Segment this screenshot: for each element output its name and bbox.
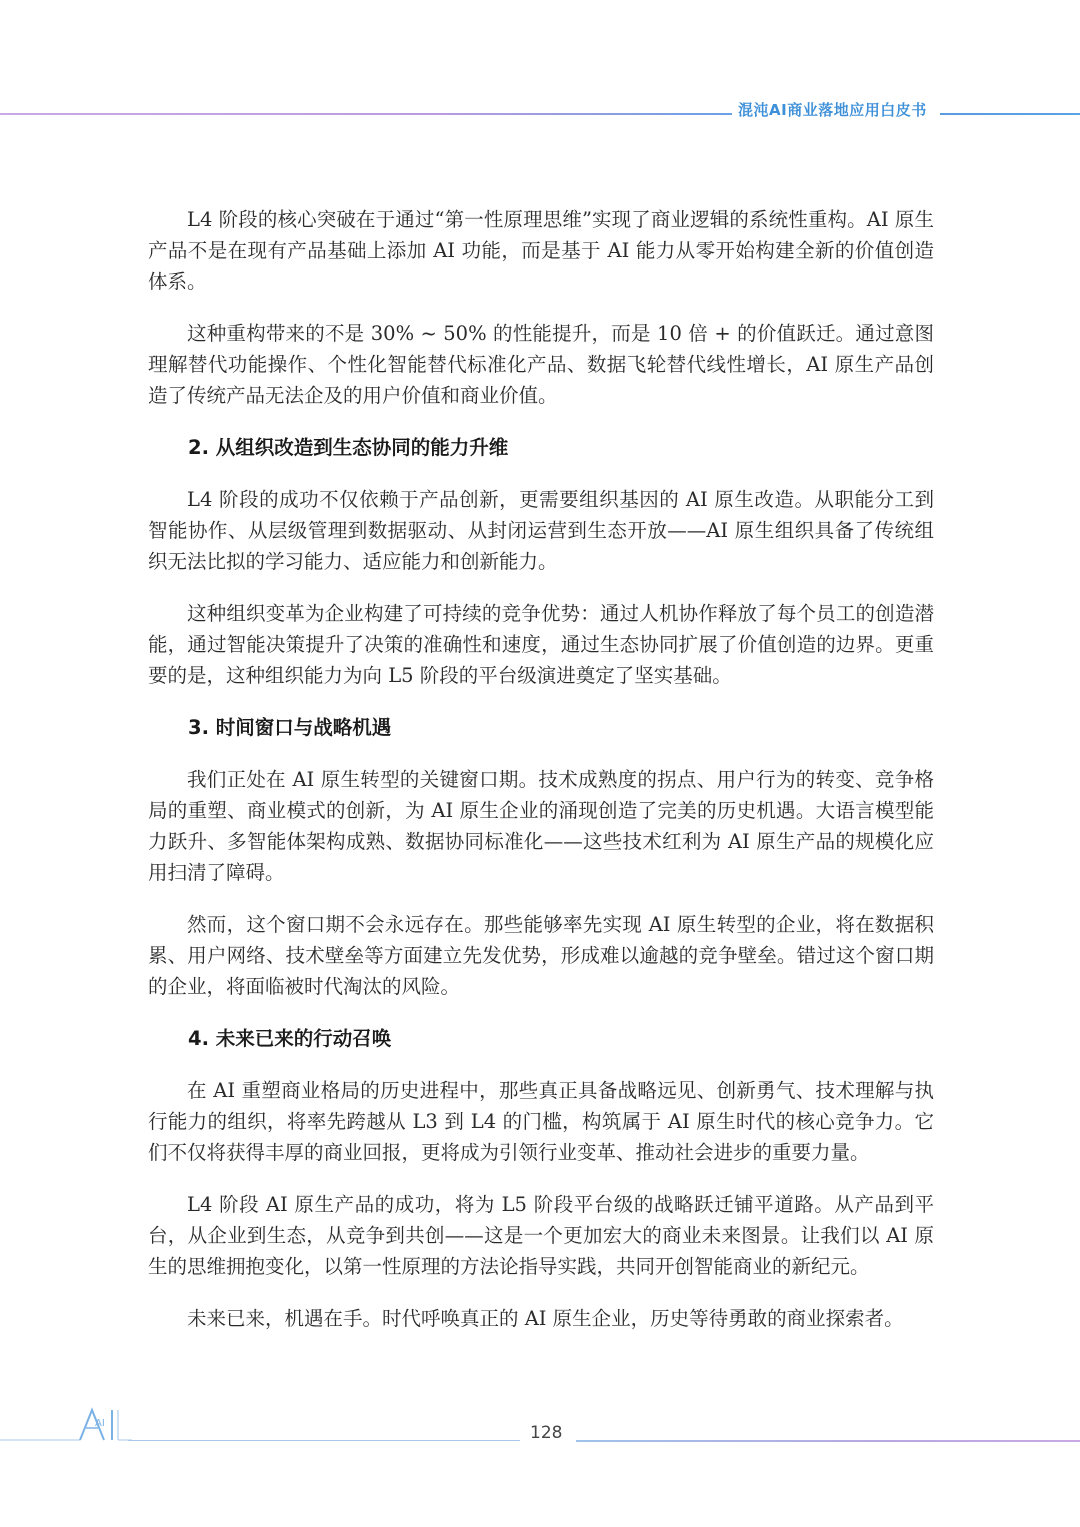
paragraph: L4 阶段的核心突破在于通过“第一性原理思维”实现了商业逻辑的系统性重构。AI 原生产品不是在现有产品基础上添加 AI 功能，而是基于 AI 能力从零开始构建全新的价值创造体系。 <box>148 208 934 293</box>
page-number: 128 <box>530 1423 563 1443</box>
paragraph: 这种组织变革为企业构建了可持续的竞争优势：通过人机协作释放了每个员工的创造潜能，通过智能决策提升了决策的准确性和速度，通过生态协同扩展了价值创造的边界。更重要的是，这种组织能力为向 L5 阶段的平台级演进奠定了坚实基础。 <box>148 602 934 687</box>
header-rule-left <box>0 113 732 115</box>
ai-logo-icon <box>0 1400 132 1448</box>
paragraph: L4 阶段的成功不仅依赖于产品创新，更需要组织基因的 AI 原生改造。从职能分工到智能协作、从层级管理到数据驱动、从封闭运营到生态开放——AI 原生组织具备了传统组织无法比拟的学习能力、适应能力和创新能力。 <box>148 488 934 573</box>
header-rule-right <box>940 113 1080 115</box>
paragraph: L4 阶段 AI 原生产品的成功，将为 L5 阶段平台级的战略跃迁铺平道路。从产品到平台，从企业到生态，从竞争到共创——这是一个更加宏大的商业未来图景。让我们以 AI 原生的思维拥抱变化，以第一性原理的方法论指导实践，共同开创智能商业的新纪元。 <box>148 1193 934 1278</box>
paragraph: 在 AI 重塑商业格局的历史进程中，那些真正具备战略远见、创新勇气、技术理解与执行能力的组织，将率先跨越从 L3 到 L4 的门槛，构筑属于 AI 原生时代的核心竞争力。它们不仅将获得丰厚的商业回报，更将成为引领行业变革、推动社会进步的重要力量。 <box>148 1079 934 1164</box>
paragraph: 这种重构带来的不是 30% ~ 50% 的性能提升，而是 10 倍 + 的价值跃迁。通过意图理解替代功能操作、个性化智能替代标准化产品、数据飞轮替代线性增长，AI 原生产品创造了传统产品无法企及的用户价值和商业价值。 <box>148 322 934 407</box>
paragraph: 然而，这个窗口期不会永远存在。那些能够率先实现 AI 原生转型的企业，将在数据积累、用户网络、技术壁垒等方面建立先发优势，形成难以逾越的竞争壁垒。错过这个窗口期的企业，将面临被时代淘汰的风险。 <box>148 913 934 998</box>
footer-rule-right <box>576 1440 1080 1442</box>
logo-text: AI <box>95 1418 105 1429</box>
section-heading: 4. 未来已来的行动召唤 <box>188 1027 392 1050</box>
section-heading: 3. 时间窗口与战略机遇 <box>188 716 392 739</box>
section-heading: 2. 从组织改造到生态协同的能力升维 <box>188 436 509 459</box>
page-body <box>148 204 934 1355</box>
paragraph: 我们正处在 AI 原生转型的关键窗口期。技术成熟度的拐点、用户行为的转变、竞争格局的重塑、商业模式的创新，为 AI 原生企业的涌现创造了完美的历史机遇。大语言模型能力跃升、多智能体架构成熟、数据协同标准化——这些技术红利为 AI 原生产品的规模化应用扫清了障碍。 <box>148 768 934 884</box>
paragraph: 未来已来，机遇在手。时代呼唤真正的 AI 原生企业，历史等待勇敢的商业探索者。 <box>187 1307 904 1330</box>
running-header-title: 混沌AI商业落地应用白皮书 <box>738 101 927 119</box>
footer-rule-left <box>128 1440 520 1441</box>
